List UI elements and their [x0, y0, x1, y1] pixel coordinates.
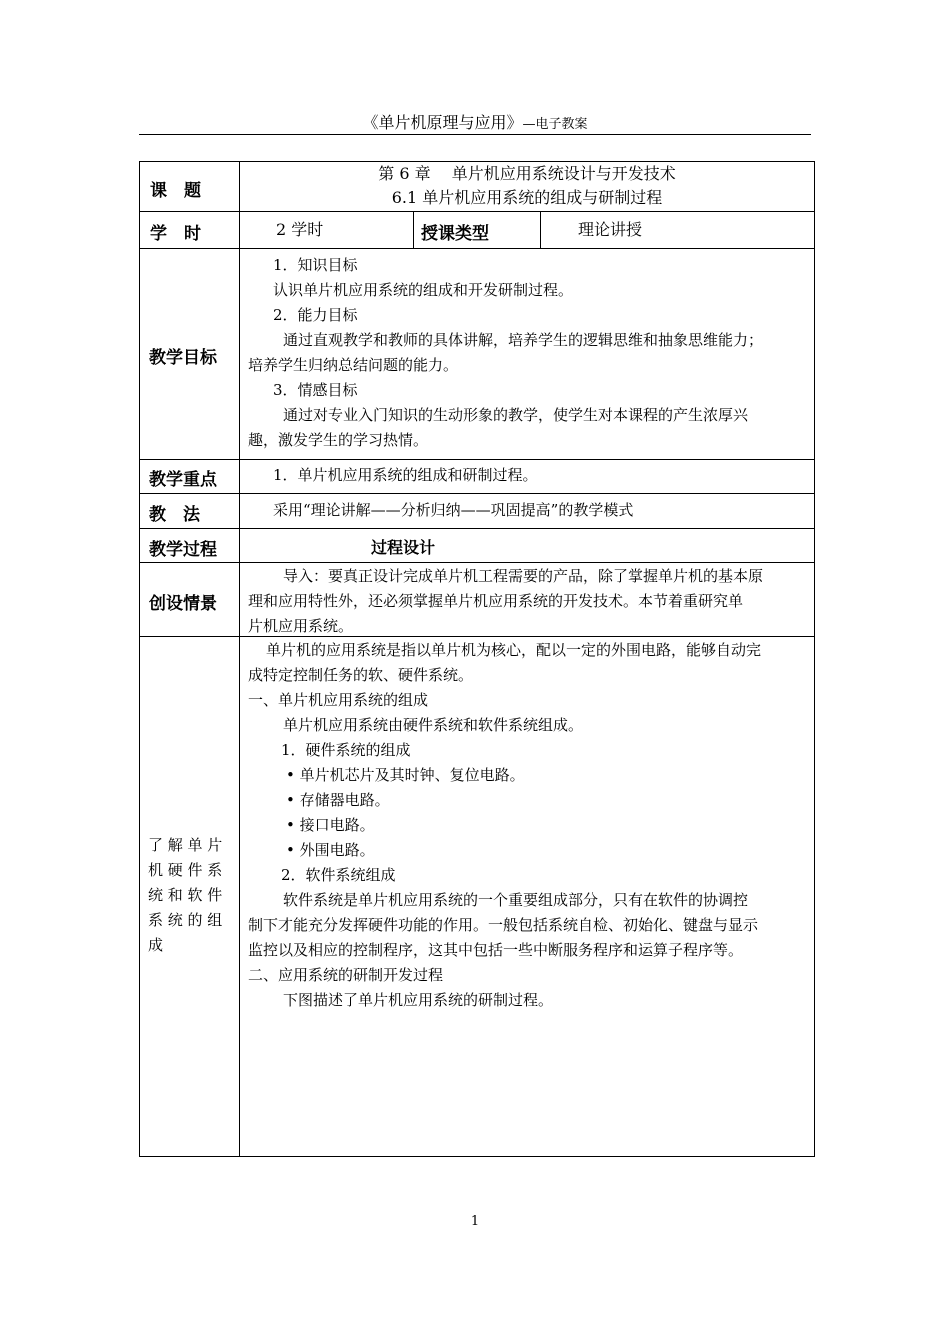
content-line: 单片机应用系统由硬件系统和软件系统组成。 [283, 716, 584, 734]
goal-line: 2．能力目标 [273, 306, 358, 324]
goal-line: 通过对专业入门知识的生动形象的教学，使学生对本课程的产生浓厚兴 [283, 406, 749, 424]
bullet-item: • 接口电路。 [286, 816, 375, 834]
row-divider [139, 562, 815, 563]
table-border-right [814, 161, 815, 1157]
row-divider [139, 493, 815, 494]
page-number: 1 [470, 1214, 480, 1229]
content-line: 成特定控制任务的软、硬件系统。 [248, 666, 474, 684]
header-title: 《单片机原理与应用》 [362, 113, 523, 132]
side-label-line: 统 和 软 件 [148, 886, 223, 904]
row-divider [139, 211, 815, 212]
process-label: 教学过程 [149, 540, 217, 560]
side-label-line: 机 硬 件 系 [148, 861, 223, 879]
content-line: 下图描述了单片机应用系统的研制过程。 [283, 991, 554, 1009]
goals-content [248, 253, 810, 453]
goal-line: 1．知识目标 [273, 256, 358, 274]
side-label-line: 系 统 的 组 [148, 911, 223, 929]
focus-value: 1．单片机应用系统的组成和研制过程。 [273, 466, 538, 484]
side-label-line: 了 解 单 片 [148, 836, 223, 854]
lesson-type-label: 授课类型 [421, 224, 489, 244]
content-heading: 一、单片机应用系统的组成 [248, 691, 429, 709]
table-border-left [139, 161, 140, 1157]
scene-line: 理和应用特性外，还必须掌握单片机应用系统的开发技术。本节着重研究单 [248, 592, 744, 610]
hours-column-divider [413, 211, 414, 249]
content-subheading: 2．软件系统组成 [281, 866, 396, 884]
header-subtitle: —电子教案 [522, 117, 588, 132]
content-heading: 二、应用系统的研制开发过程 [248, 966, 444, 984]
lesson-type-value: 理论讲授 [578, 220, 643, 239]
content-line: 软件系统是单片机应用系统的一个重要组成部分，只有在软件的协调控 [283, 891, 749, 909]
goal-line: 通过直观教学和教师的具体讲解，培养学生的逻辑思维和抽象思维能力； [283, 331, 764, 349]
scene-content [248, 564, 810, 639]
section-title: 6.1 单片机应用系统的组成与研制过程 [391, 188, 663, 207]
topic-value [240, 162, 814, 210]
hours-column-divider [540, 211, 541, 249]
side-label-line: 成 [148, 936, 164, 954]
content-body [248, 638, 810, 1013]
row-divider [139, 459, 815, 460]
content-line: 单片机的应用系统是指以单片机为核心，配以一定的外围电路，能够自动完 [266, 641, 762, 659]
goal-line: 3．情感目标 [273, 381, 358, 399]
hours-value: 2 学时 [276, 220, 324, 239]
bullet-item: • 单片机芯片及其时钟、复位电路。 [286, 766, 525, 784]
label-column-divider [239, 161, 240, 1157]
scene-line: 导入：要真正设计完成单片机工程需要的产品，除了掌握单片机的基本原 [283, 567, 764, 585]
goals-label: 教学目标 [149, 348, 217, 368]
scene-label: 创设情景 [149, 594, 217, 614]
row-divider [139, 528, 815, 529]
focus-label: 教学重点 [149, 470, 217, 490]
content-subheading: 1．硬件系统的组成 [281, 741, 411, 759]
method-label: 教 法 [149, 505, 200, 525]
topic-label: 课 题 [150, 181, 201, 201]
goal-line: 趣，激发学生的学习热情。 [248, 431, 429, 449]
bullet-item: • 外围电路。 [286, 841, 375, 859]
chapter-title: 第 6 章 单片机应用系统设计与开发技术 [378, 164, 676, 183]
bullet-item: • 存储器电路。 [286, 791, 390, 809]
process-value: 过程设计 [371, 538, 436, 557]
method-value: 采用“理论讲解——分析归纳——巩固提高”的教学模式 [273, 501, 634, 519]
page-header [139, 112, 811, 136]
header-rule [139, 134, 811, 135]
scene-line: 片机应用系统。 [248, 617, 354, 635]
row-divider [139, 248, 815, 249]
table-border-bottom [139, 1156, 815, 1157]
content-line: 监控以及相应的控制程序，这其中包括一些中断服务程序和运算子程序等。 [248, 941, 744, 959]
goal-line: 认识单片机应用系统的组成和开发研制过程。 [273, 281, 574, 299]
content-side-label [148, 833, 238, 958]
content-line: 制下才能充分发挥硬件功能的作用。一般包括系统自检、初始化、键盘与显示 [248, 916, 759, 934]
goal-line: 培养学生归纳总结问题的能力。 [248, 356, 459, 374]
hours-label: 学 时 [150, 224, 201, 244]
